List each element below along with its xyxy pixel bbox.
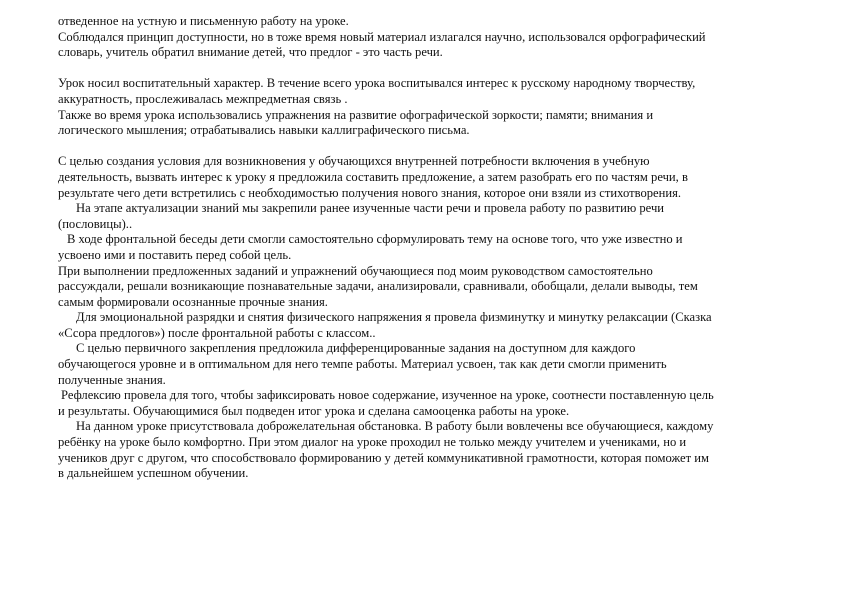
- text-line: Урок носил воспитательный характер. В течение всего урока воспитывался интерес к русскому народному творчеству,: [58, 76, 696, 91]
- text-line: самым формировали осознанные прочные знания.: [58, 294, 328, 309]
- text-line: полученные знания.: [58, 372, 166, 387]
- paragraph-gap: [58, 139, 818, 155]
- text-line: ребёнку на уроке было комфортно. При этом диалог на уроке проходил не только между учителем и учениками, но и: [58, 435, 687, 450]
- text-line: рассуждали, решали возникающие познавательные задачи, анализировали, сравнивали, обобщали, делали выводы, тем: [58, 279, 698, 294]
- text-line: Также во время урока использовались упражнения на развитие офографической зоркости; памяти; внимания и: [58, 107, 654, 122]
- paragraph-relaxation: [58, 310, 818, 341]
- text-line: (пословицы)..: [58, 216, 133, 231]
- text-line: отведенное на устную и письменную работу на уроке.: [58, 14, 349, 28]
- text-line: деятельность, вызвать интерес к уроку я предложила составить предложение, а затем разобрать его по частям речи, в: [58, 169, 688, 184]
- document-body: [58, 14, 818, 482]
- text-line: аккуратность, прослеживалась межпредметная связь .: [58, 91, 348, 106]
- text-line: в дальнейшем успешном обучении.: [58, 466, 249, 481]
- text-line: логического мышления; отрабатывались навыки каллиграфического письма.: [58, 123, 470, 138]
- paragraph-continuation: [58, 14, 818, 61]
- text-line: В ходе фронтальной беседы дети смогли самостоятельно сформулировать тему на основе того, что уже известно и: [67, 232, 683, 247]
- paragraph-gap: [58, 61, 818, 77]
- text-line: словарь, учитель обратил внимание детей, что предлог - это часть речи.: [58, 45, 443, 60]
- paragraph-motivation: [58, 154, 818, 201]
- text-line: учеников друг с другом, что способствовало формированию у детей коммуникативной грамотности, которая поможет им: [58, 450, 709, 465]
- text-line: На данном уроке присутствовала доброжелательная обстановка. В работу были вовлечены все обучающиеся, каждому: [76, 419, 714, 434]
- text-line: С целью создания условия для возникновения у обучающихся внутренней потребности включения в учебную: [58, 154, 650, 169]
- paragraph-reflection: [58, 388, 818, 419]
- text-line: Рефлексию провела для того, чтобы зафиксировать новое содержание, изученное на уроке, соотнести поставленную цель: [61, 388, 714, 403]
- text-line: обучающегося уровне и в оптимальном для него темпе работы. Материал усвоен, так как дети смогли применить: [58, 357, 667, 372]
- text-line: При выполнении предложенных заданий и упражнений обучающиеся под моим руководством самостоятельно: [58, 263, 653, 278]
- paragraph-atmosphere: [58, 419, 818, 481]
- paragraph-actualization: [58, 201, 818, 232]
- paragraph-tasks: [58, 264, 818, 311]
- text-line: «Ссора предлогов») после фронтальной работы с классом..: [58, 325, 376, 340]
- text-line: и результаты. Обучающимися был подведен итог урока и сделана самооценка работы на уроке.: [58, 403, 570, 418]
- text-line: На этапе актуализации знаний мы закрепили ранее изученные части речи и провела работу по развитию речи: [76, 201, 665, 216]
- text-line: С целью первичного закрепления предложила дифференцированные задания на доступном для каждого: [76, 341, 636, 356]
- paragraph-frontal-talk: [58, 232, 818, 263]
- text-line: Соблюдался принцип доступности, но в тоже время новый материал излагался научно, использовался орфографический: [58, 29, 706, 44]
- paragraph-educational: [58, 76, 818, 138]
- text-line: усвоено ими и поставить перед собой цель.: [58, 247, 292, 262]
- text-line: результате чего дети встретились с необходимостью получения нового знания, которое они взяли из стихотворения.: [58, 185, 682, 200]
- text-line: Для эмоциональной разрядки и снятия физического напряжения я провела физминутку и минутку релаксации (Сказка: [76, 310, 712, 325]
- paragraph-consolidation: [58, 341, 818, 388]
